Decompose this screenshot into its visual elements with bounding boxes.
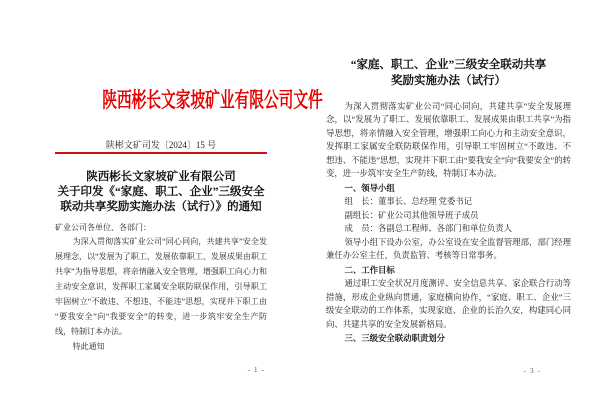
- leader-line: 成 员：各副总工程师、各部门和单位负责人: [344, 224, 512, 234]
- measure-intro: 为深入贯彻落实矿业公司“同心同向，共建共享”安全发展理念，以“发展为了职工、发展依靠职工、发展成果由职工共享”为指导思想，将亲情融入安全管理，增强职工向心力和主动安全意识，发挥职工家属安全联防联保作用，引导职工牢固树立“不敢违、不想违、不能违”思想，实现井下职工由“要我安全”向“我要安全”的转变，进一步筑牢安全生产防线，特制订本办法。: [326, 102, 571, 179]
- measure-title: [326, 57, 571, 89]
- page-3: [326, 0, 571, 400]
- section-paragraph: 领导小组下设办公室，办公室设在安全监督管理部，部门经理兼任办公室主任，负责监管、考核等日常事务。: [326, 237, 571, 260]
- section-paragraph: 通过职工安全状况月度测评、安全信息共享、家企联合行动等措施，形成企业纵向贯通，家庭横向协作，“家庭、职工、企业”三级安全联动的工作体系，实现家庭、企业的长治久安，构建同心同向、共建共享的安全发展新格局。: [326, 279, 571, 329]
- notice-title-line-3: 联动共享奖励实施办法（试行）》的通知: [60, 201, 262, 213]
- measure-title-line-2: 奖励实施办法（试行）: [391, 75, 506, 87]
- notice-closing: 特此通知: [72, 342, 105, 351]
- redhead-company-title-text: 陕西彬长文家坡矿业有限公司文件: [102, 88, 323, 112]
- section-heading-2: 二、工作目标: [344, 265, 395, 275]
- leader-line: 组 长：董事长、总经理 党委书记: [344, 197, 473, 207]
- notice-paragraph: 为深入贯彻落实矿业公司“同心同向，共建共享”安全发展理念，以“发展为了职工、发展依靠职工、发展成果由职工共享”为指导思想，将亲情融入安全管理，增强职工向心力和主动安全意识，发挥职工家属安全联防联保作用，引导职工牢固树立“不敢违、不想违、不能违”思想，实现井下职工由“要我安全”向“我要安全”的转变，进一步筑牢安全生产防线，特制订本办法。: [55, 237, 267, 336]
- page-1: [55, 0, 323, 400]
- notice-title-line-2: 关于印发《“家庭、职工、企业”三级安全: [57, 186, 265, 198]
- notice-title: [55, 170, 267, 215]
- notice-title-line-1: 陕西彬长文家坡矿业有限公司: [86, 171, 236, 183]
- document-number: 陕彬文矿司发〔2024〕15 号: [105, 140, 217, 150]
- measure-title-line-1: “家庭、职工、企业”三级安全联动共享: [350, 59, 547, 71]
- page-number-3: - 3 -: [523, 366, 541, 375]
- page-number-1: - 1 -: [247, 365, 265, 374]
- salutation: 矿业公司各单位、各部门：: [55, 223, 151, 232]
- section-heading-3: 三、三级安全联动职责划分: [344, 334, 445, 344]
- red-divider-line: [55, 152, 267, 154]
- redhead-company-title: [55, 88, 323, 112]
- section-heading-1: 一、领导小组: [344, 183, 395, 193]
- notice-body: [55, 234, 267, 354]
- leader-line: 副组长：矿业公司其他领导班子成员: [344, 210, 479, 220]
- measure-body: [326, 100, 571, 346]
